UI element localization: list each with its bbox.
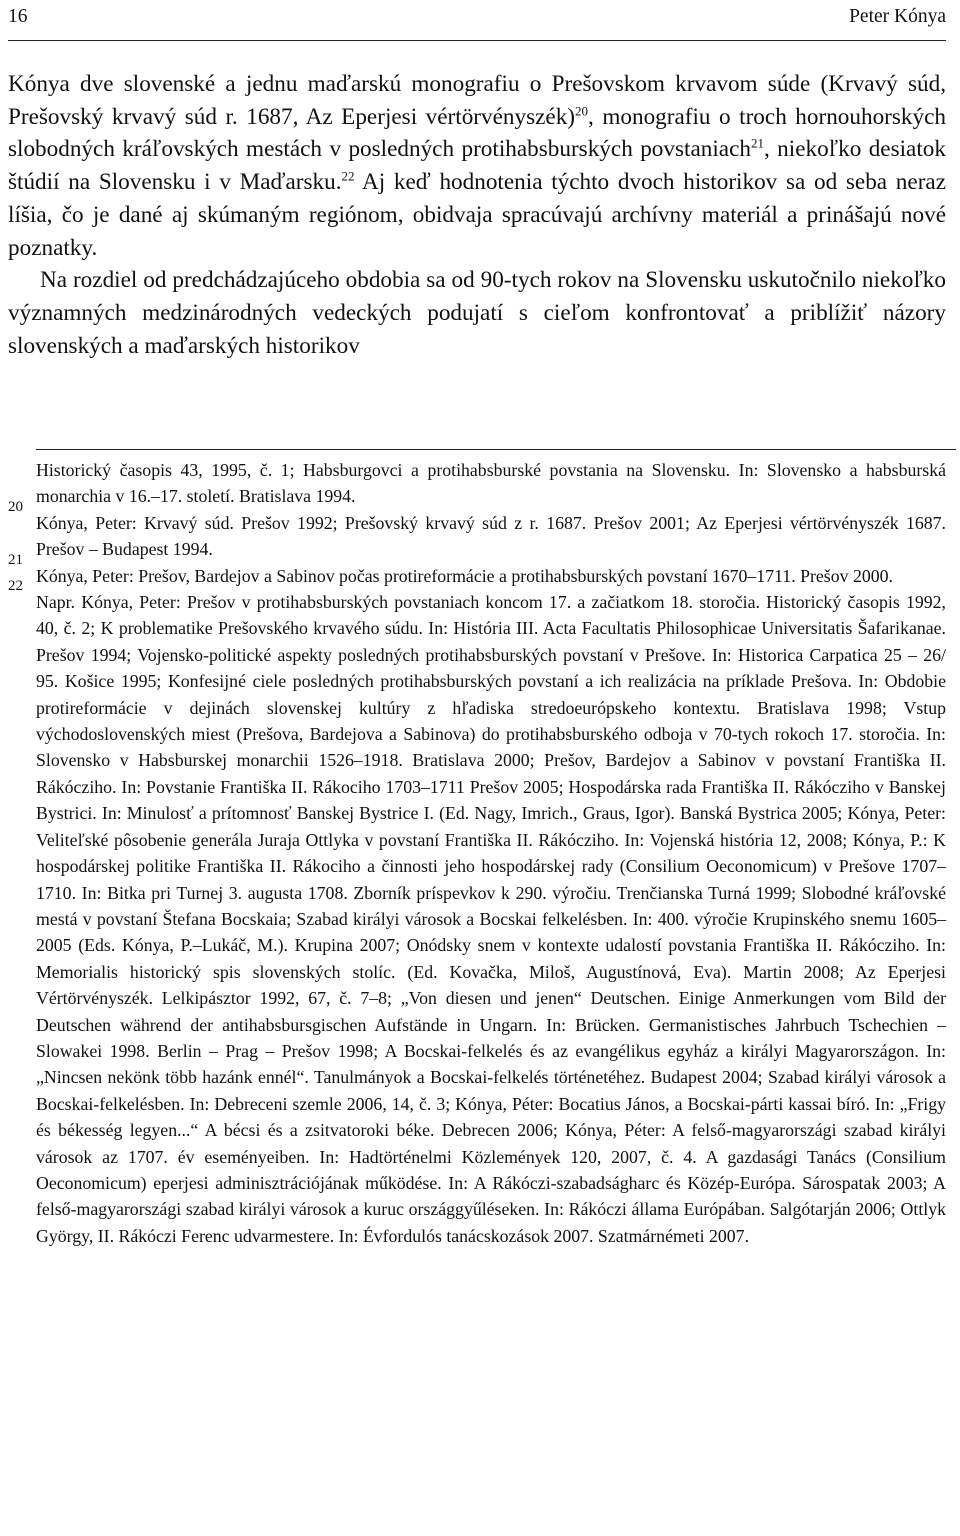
main-text — [8, 68, 946, 362]
footnote-20 — [8, 498, 946, 563]
footnote-ref-20: 20 — [575, 102, 589, 118]
paragraph-2: Na rozdiel od predchádzajúceho obdobia sa od 90-tych rokov na Slovensku uskutočnilo niekoľko významných medzinárodných vedeckých podujatí s cieľom konfrontovať a priblížiť názory slovenských a maďarských historikov — [8, 267, 946, 359]
footnote-text: Historický časopis 43, 1995, č. 1; Habsburgovci a protihabsburské povstania na Slovensku. In: Slovensko a habsburská monarchia v 16.–17. století. Bratislava 1994. — [36, 460, 946, 507]
page-number: 16 — [8, 6, 28, 27]
footnotes — [8, 457, 946, 1249]
page-header — [8, 0, 946, 41]
footnote-ref-21: 21 — [750, 135, 764, 151]
footnote-mark: 21 — [8, 551, 23, 568]
footnote-separator — [36, 449, 956, 450]
footnote-21 — [8, 551, 946, 589]
paragraph-1-part-b: , monografiu o troch hornouhorských slobodných kráľovských mestách v posledných protihabsburských povstaniach — [8, 103, 946, 163]
footnote-text: Kónya, Peter: Krvavý súd. Prešov 1992; Prešovský krvavý súd z r. 1687. Prešov 2001; Az Eperjesi vértörvényszék 1687. Prešov – Budapest 1994. — [36, 512, 946, 560]
footnote-text: Kónya, Peter: Prešov, Bardejov a Sabinov počas protireformácie a protihabsburských povstaní 1670–1711. Prešov 2000. — [36, 565, 893, 586]
footnote-text: Napr. Kónya, Peter: Prešov v protihabsburských povstaniach koncom 17. a začiatkom 18. storočia. Historický časopis 1992, 40, č. 2; K problematike Prešovského krvavého súdu. In: História III. Acta Facultatis Philosophicae Universitatis Šafarikanae. Prešov 1994; Vojensko-politické aspekty posledných protihabsburských povstaní v Prešove. In: Historica Carpatica 25 – 26/ 95. Košice 1995; Konfesijné ciele posledných protihabsburských povstaní a ich realizácia na príklade Prešova. In: Obdobie protireformácie v dejinách slovenskej kultúry z hľadiska stredoeurópskeho kontextu. Bratislava 1998; Vstup východoslovenských miest (Prešova, Bardejova a Sabinova) do protihabsburského odboja v 70-tych rokoch 17. storočia. In: Slovensko v Habsburskej monarchii 1526–1918. Bratislava 2000; Prešov, Bardejov a Sabinov v povstaní Františka II. Rákócziho. In: Povstanie Františka II. Rákociho 1703–1711 Prešov 2005; Hospodárska rada Františka II. Rákócziho v Banskej Bystrici. In: Minulosť a prítomnosť Banskej Bystrice I. (Ed. Nagy, Imrich., Graus, Igor). Banská Bystrica 2005; Kónya, Peter: Veliteľské pôsobenie generála Juraja Ottlyka v povstaní Františka II. Rákócziho. In: Vojenská história 12, 2008; Kónya, P.: K hospodárskej politike Františka II. Rákociho a činnosti jeho hospodárskej rady (Consilium Oeconomicum) v Prešove 1707–1710. In: Bitka pri Turnej 3. augusta 1708. Zborník príspevkov k 290. výročiu. Trenčianska Turná 1999; Slobodné kráľovské mestá v povstaní Štefana Bocskaia; Szabad királyi városok a Bocskai felkelésben. In: 400. výročie Krupinského snemu 1605–2005 (Eds. Kónya, P.–Lukáč, M.). Krupina 2007; Onódsky snem v kontexte udalostí povstania Františka II. Rákócziho. In: Memorialis historický spis slovenských stolíc. (Ed. Kovačka, Miloš, Augustínová, Eva). Martin 2008; Az Eperjesi Vértörvényszék. Lelkipásztor 1992, 67, č. 7–8; „Von diesen und jenen“ Deutschen. Einige Anmerkungen vom Bild der Deutschen während der antihabsbursgischen Aufstände in Ungarn. In: Brücken. Germanistisches Jahrbuch Tschechien – Slowakei 1998. Berlin – Prag – Prešov 1998; A Bocskai-felkelés és az evangélikus egyház a királyi Magyarországon. In: „Nincsen nekönk több hazánk ennél“. Tanulmányok a Bocskai-felkelés történetéhez. Budapest 2004; Szabad királyi városok a Bocskai-felkelésben. In: Debreceni szemle 2006, 14, č. 3; Kónya, Péter: Bocatius János, a Bocskai-párti kassai bíró. In: „Frigy és békesség legyen...“ A bécsi és a zsitvatoroki béke. Debrecen 2006; Kónya, Péter: A felső-magyarországi szabad királyi városok az 1707. év eseményeiben. In: Hadtörténelmi Közlemények 120, 2007, č. 4. A gazdasági Tanács (Consilium Oeconomicum) eperjesi adminisztrációjának működése. In: A Rákóczi-szabadságharc és Közép-Európa. Sárospatak 2003; A felső-magyarországi szabad királyi városok a kuruc országgyűléseken. In: Rákóczi állama Európában. Salgótarján 2006; Ottlyk György, II. Rákóczi Ferenc udvarmestere. In: Évfordulós tanácskozások 2007. Szatmárnémeti 2007. — [36, 592, 946, 1246]
footnote-ref-22: 22 — [341, 168, 355, 184]
footnote-22 — [8, 578, 946, 1249]
footnote-mark: 20 — [8, 498, 23, 515]
paragraph-1-part-a: Kónya dve slovenské a jednu maďarskú monografiu o Prešovskom krvavom súde (Krvavý súd, Prešovský krvavý súd r. 1687, Az Eperjesi vértörvényszék) — [8, 71, 946, 130]
paragraph-1-part-d: Aj keď hodnotenia týchto dvoch historikov sa od seba neraz líšia, čo je dané aj skúmaným regiónom, obidvaja spracúvajú archívny materiál a prinášajú nové poznatky. — [8, 169, 946, 261]
footnote-mark: 22 — [8, 578, 23, 595]
paragraph-1 — [8, 68, 946, 264]
paragraph-1-part-c: , niekoľko desiatok štúdií na Slovensku i v Maďarsku. — [8, 136, 946, 196]
running-head-author: Peter Kónya — [849, 6, 946, 27]
footnote-continued — [8, 457, 946, 510]
